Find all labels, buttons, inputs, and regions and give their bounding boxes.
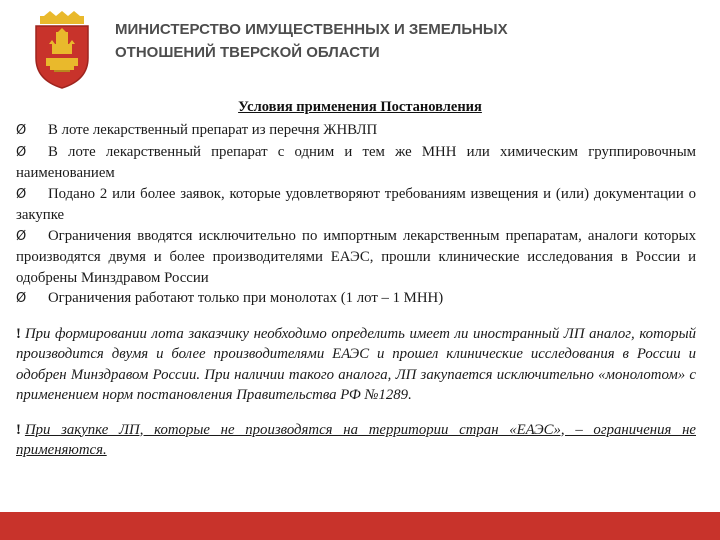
condition-text: Ограничения работают только при монолотах (1 лот – 1 МНН) (48, 290, 444, 306)
page-title: Условия применения Постановления (238, 99, 482, 115)
exclamation-mark: ! (16, 325, 21, 342)
content (16, 120, 696, 461)
note-eaes (16, 420, 696, 461)
condition-text: Подано 2 или более заявок, которые удовлетворяют требованиям извещения и (или) документации о закупке (16, 185, 696, 223)
condition-text: В лоте лекарственный препарат из перечня ЖНВЛП (48, 122, 378, 138)
arrow-bullet-icon: Ø (16, 144, 27, 160)
condition-text: Ограничения вводятся исключительно по импортным лекарственным препаратам, аналоги которых производятся двумя и более производителями ЕАЭС, прошли клинические исследования в России и одобрены Минздравом России (16, 227, 696, 286)
note-monolot-text: При формировании лота заказчику необходимо определить имеет ли иностранный ЛП аналог, который производится двумя и более производителями ЕАЭС и прошел клинические исследования в России и одобрен Минздравом России. При наличии такого аналога, ЛП закупается исключительно «монолотом» с применением норм постановления Правительства РФ №1289. (16, 325, 696, 403)
condition-text: В лоте лекарственный препарат с одним и тем же МНН или химическим группировочным наименованием (16, 143, 696, 181)
condition-item (16, 120, 696, 142)
condition-item (16, 184, 696, 226)
condition-item (16, 226, 696, 289)
arrow-bullet-icon: Ø (16, 291, 27, 306)
tver-coat-of-arms-icon (22, 10, 102, 90)
condition-item (16, 142, 696, 184)
ministry-title-line2: ОТНОШЕНИЙ ТВЕРСКОЙ ОБЛАСТИ (115, 44, 380, 61)
note-monolot (16, 324, 696, 406)
ministry-title (115, 18, 508, 64)
footer-bar (0, 512, 720, 540)
arrow-bullet-icon: Ø (16, 186, 27, 202)
exclamation-mark: ! (16, 421, 21, 438)
arrow-bullet-icon: Ø (16, 123, 27, 138)
note-eaes-text: При закупке ЛП, которые не производятся на территории стран «ЕАЭС», – ограничения не применяются. (16, 421, 696, 458)
condition-item (16, 288, 696, 310)
header (0, 0, 720, 96)
ministry-title-line1: МИНИСТЕРСТВО ИМУЩЕСТВЕННЫХ И ЗЕМЕЛЬНЫХ (115, 21, 508, 38)
arrow-bullet-icon: Ø (16, 228, 27, 244)
